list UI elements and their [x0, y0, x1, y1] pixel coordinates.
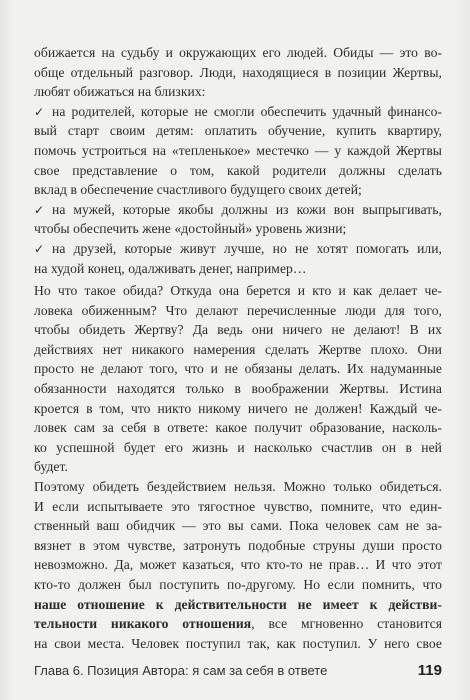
- text-line: И если испытываете это тягостное чувство, помните, что един-: [34, 498, 442, 514]
- text-line: ловек сам за себя в ответе: какое получит образование, насколь-: [34, 420, 442, 436]
- list-item-text: на друзей, которые живут лучше, но не хотят помогать или,: [52, 240, 442, 256]
- text-line: будет.: [34, 459, 68, 475]
- list-item-text: на родителей, которые не смогли обеспечить удачный финансо-: [52, 103, 442, 119]
- checkmark-icon: ✓: [34, 241, 45, 256]
- text-line: любят обижаться на близких:: [34, 84, 206, 100]
- text-line: действиях нет никакого намерения сделать Жертве плохо. Они: [34, 341, 442, 357]
- text-line: обижается на судьбу и окружающих его людей. Обиды — это во-: [34, 45, 442, 60]
- text-line: кто-то должен был поступить по-другому. Но если помнить, что: [34, 576, 442, 592]
- text-line: просто не делают того, что и не обязаны делать. Их надуманные: [34, 361, 442, 377]
- list-item-friends: [34, 239, 442, 278]
- text-line: невозможно. Да, может казаться, что кто-то не прав… И что этот: [34, 557, 442, 573]
- text-line: кроется в том, что никто никому ничего не должен! Каждый че-: [34, 400, 442, 416]
- list-item-parents: [34, 102, 442, 200]
- text-line: на худой конец, одалживать денег, например…: [34, 260, 307, 276]
- text-line: вязнет в этом чувстве, затронуть подобные струны души просто: [34, 537, 442, 553]
- text-line: помочь устроиться на «тепленькое» местечко — у каждой Жертвы: [34, 142, 442, 158]
- bold-text-line: наше отношение к действительности не имеет к действи-: [34, 596, 442, 612]
- list-item-text: на мужей, которые якобы должны из кожи вон выпрыгивать,: [52, 201, 442, 217]
- text-line: ственный ваш обидчик — это вы сами. Пока человек сам не за-: [34, 518, 442, 534]
- text-line: ловека обиженным? Что делают перечисленные люди для того,: [34, 302, 442, 318]
- text-line: вклад в обеспечение счастливого будущего своих детей;: [34, 182, 362, 198]
- paragraph-what-is-grudge: [34, 281, 442, 477]
- text-line: Поэтому обидеть бездействием нельзя. Можно только обидеться.: [34, 479, 442, 494]
- page-footer: [34, 662, 442, 679]
- text-line: обязанности находятся только в воображении Жертвы. Истина: [34, 380, 442, 396]
- text-line: ко успешной будет его жизнь и насколько счастлив он в ней: [34, 439, 442, 455]
- text-line: чтобы обидеть Жертву? Да ведь они ничего не делают! В их: [34, 322, 442, 338]
- page-number: 119: [417, 662, 442, 679]
- text-line: Но что такое обида? Откуда она берется и кто и как делает че-: [34, 283, 442, 298]
- text-line: вый старт своим детям: оплатить обучение, купить квартиру,: [34, 123, 442, 139]
- bold-text-fragment: тельности никакого отношения: [34, 616, 252, 632]
- paragraph-inaction: [34, 477, 442, 653]
- text-line: обще отдельный разговор. Люди, находящиеся в позиции Жертвы,: [34, 64, 442, 80]
- text-fragment: , все мгновенно становится: [251, 616, 442, 632]
- list-item-husbands: [34, 200, 442, 239]
- checkmark-icon: ✓: [34, 202, 45, 217]
- paragraph-grudges-intro: [34, 43, 442, 278]
- chapter-title: Глава 6. Позиция Автора: я сам за себя в ответе: [34, 663, 328, 678]
- text-line: свое представление о том, какой родители должны сделать: [34, 162, 442, 178]
- checkmark-icon: ✓: [34, 104, 45, 119]
- text-line: на свои места. Человек поступил так, как поступил. У него свое: [34, 635, 442, 651]
- text-line: чтобы обеспечить жене «достойный» уровень жизни;: [34, 221, 347, 237]
